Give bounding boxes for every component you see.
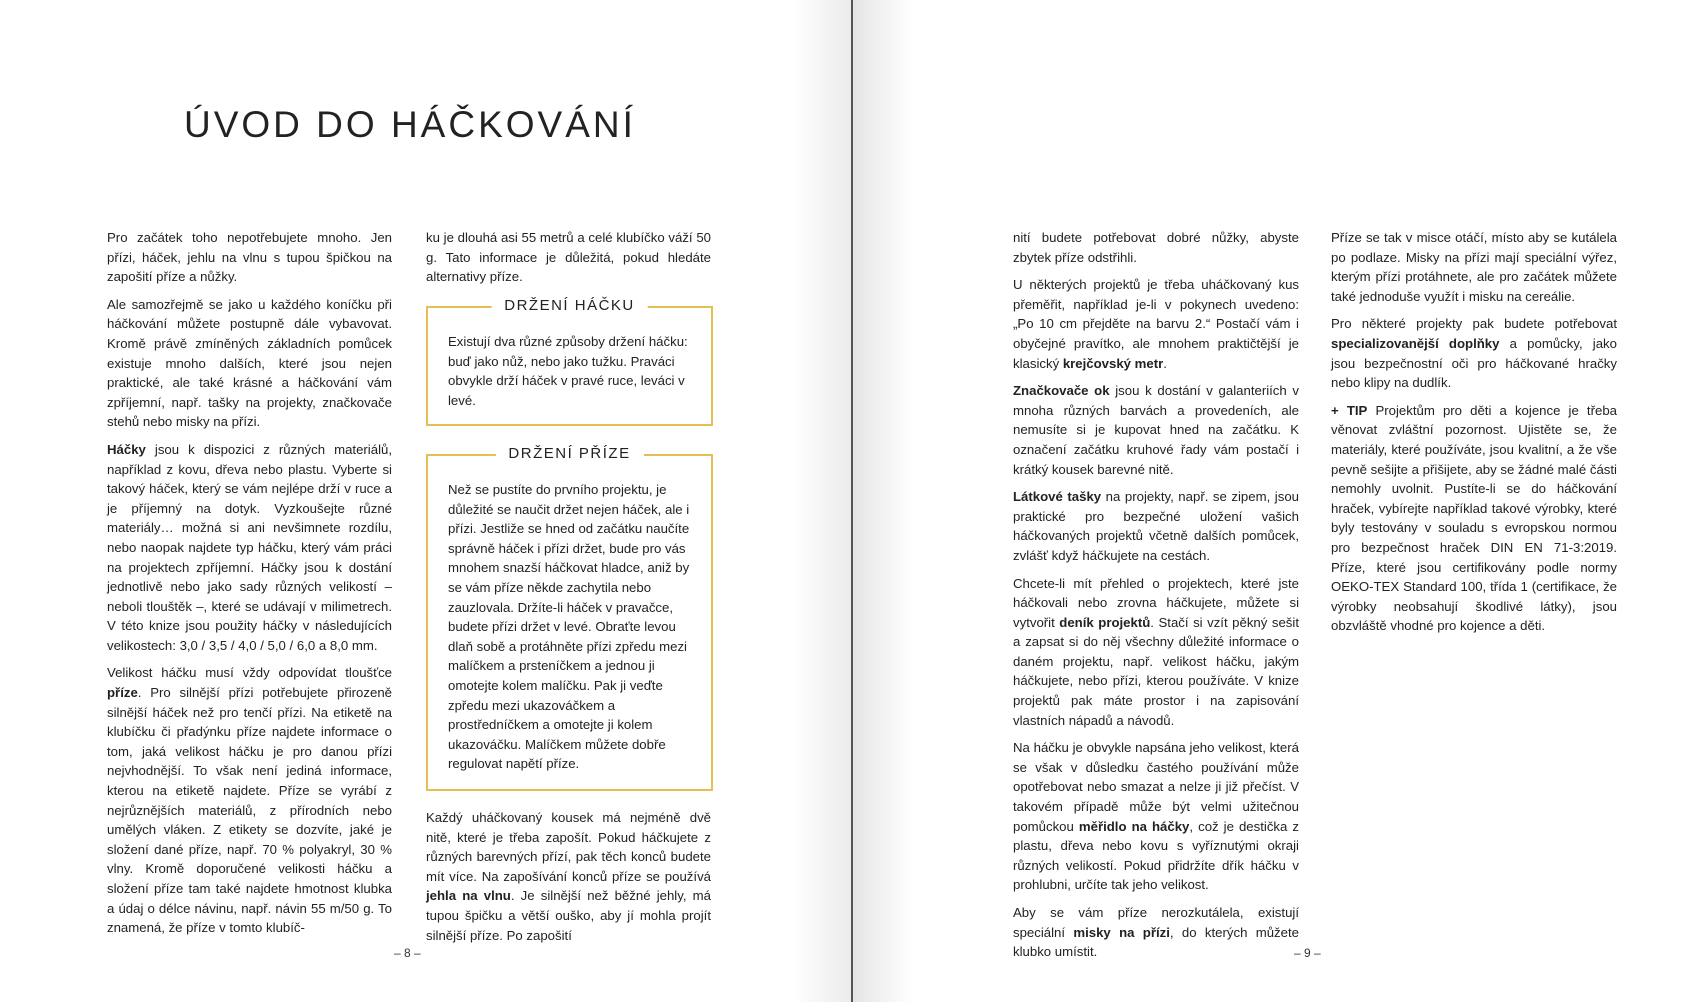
text-run: Velikost háčku musí vždy odpovídat tloušťce: [107, 665, 392, 681]
paragraph: ku je dlouhá asi 55 metrů a celé klubíčko váží 50 g. Tato informace je důležitá, pokud hledáte alternativy příze.: [426, 230, 711, 285]
paragraph: [1013, 903, 1299, 962]
box-text: Než se pustíte do prvního projektu, je důležité se naučit držet nejen háček, ale i přízi. Jestliže se hned od začátku naučíte správně háček i přízi držet, bude pro vás mnohem snazší háčkovat hladce, aniž by se vám příze někde zachytila nebo zauzlovala. Držíte-li háček v pravačce, budete přízi držet v levé. Obraťte levou dlaň sobě a protáhněte přízi zpředu mezi malíčkem a prsteníčkem a jednou ji omotejte kolem malíčku. Pak ji veďte zpředu mezi ukazováčkem a prostředníčkem a omotejte ji kolem ukazováčku. Malíčkem můžete dobře regulovat napětí příze.: [448, 482, 690, 772]
bold-term: krejčovský metr: [1062, 355, 1164, 371]
paragraph: [1013, 381, 1299, 479]
paragraph: [1331, 314, 1617, 392]
box-title: DRŽENÍ PŘÍZE: [495, 445, 643, 462]
paragraph: [107, 295, 392, 432]
box-text: Existují dva různé způsoby držení háčku: buď jako nůž, nebo jako tužku. Praváci obvykle drží háček v pravé ruce, leváci v levé.: [448, 334, 688, 408]
text-run: U některých projektů je třeba uháčkovaný kus přeměřit, například je-li v pokynech uvedeno: „Po 10 cm přejděte na barvu 2.“ Postačí vám i obyčejné pravítko, ale mnohem praktičtější je klasický: [1013, 277, 1299, 371]
text-run: na projekty, např. se zipem, jsou praktické pro bezpečné uložení vašich háčkovaných projektů včetně dalších pomůcek, zvlášť když háčkujete na cestách.: [1013, 489, 1299, 563]
text-run: Příze se tak v misce otáčí, místo aby se kutálela po podlaze. Misky na přízi mají speciální výřez, kterým přízi protáhnete, ale pro začátek můžete také jednoduše využít i misku na cereálie.: [1331, 230, 1617, 304]
text-run: . Pro silnější přízi potřebujete přirozeně silnější háček než pro tenčí přízi. Na etiketě na klubíčku či přadýnku příze najdete informace o tom, jaká velikost háčku je pro danou přízi nejvhodnější. To však není jediná informace, kterou na etiketě najdete. Příze se vyrábí z nejrůznějších materiálů, z přírodních nebo umělých vláken. Z etikety se dozvíte, jaké je složení dané příze, např. 70 % polyakryl, 30 % vlny. Kromě doporučené velikosti háčku a složení příze tam také najdete hmotnost klubka a údaj o délce návinu, např. návin 55 m/50 g. To znamená, že příze v tomto klubíč-: [107, 685, 392, 936]
right-column-1: [1013, 228, 1299, 970]
paragraph: [1013, 487, 1299, 565]
left-column-1: [107, 228, 392, 946]
gutter-shadow: [853, 0, 913, 1002]
text-run: , což je destička z plastu, dřeva nebo kovu s vyříznutými okraji různých velikostí. Pokud přidržíte dřík háčku v prohlubni, určíte tak jeho velikost.: [1013, 818, 1299, 893]
paragraph: [107, 228, 392, 287]
text-run: jsou k dostání v galanteriích v mnoha různých barvách a provedeních, ale nemusíte si je kupovat hned na začátku. K označení začátku kruhové řady vám postačí i krátký kousek barevné nitě.: [1013, 383, 1299, 477]
text-run: Projektům pro děti a kojence je třeba věnovat zvláštní pozornost. Ujistěte se, že materiály, které používáte, jsou kvalitní, a že vše pevně sešijte a přišijete, aby se žádné malé části nemohly uvolnit. Pustíte-li se do háčkování hraček, vybírejte například takové výrobky, které byly testovány v souladu s evropskou normou pro bezpečnost hraček DIN EN 71-3:2019. Příze, které jsou certifikovány podle normy OEKO-TEX Standard 100, třída 1 (certifikace, že výrobky neobsahují škodlivé látky), jsou obzvláště vhodné pro kojence a děti.: [1331, 402, 1617, 634]
text-run: . Je silnější než běžné jehly, má tupou špičku a větší ouško, aby jí mohla projít silnější příze. Po zapošití: [426, 888, 711, 943]
paragraph: [1013, 738, 1299, 895]
right-page: [853, 0, 1705, 1002]
text-run: Každý uháčkovaný kousek má nejméně dvě nitě, které je třeba zapošít. Pokud háčkujete z různých barevných přízí, pak těch konců budete mít více. Na zapošívání konců příze se používá: [426, 810, 711, 884]
bold-term: specializovanější doplňky: [1331, 335, 1500, 351]
paragraph: [1013, 275, 1299, 373]
text-run: Aby se vám příze nerozkutálela, existují speciální: [1013, 905, 1299, 940]
text-run: Pro některé projekty pak budete potřebovat: [1331, 316, 1617, 332]
bold-term: deník projektů: [1059, 614, 1151, 630]
bold-term: měřidlo na háčky: [1078, 818, 1190, 834]
gutter-shadow: [792, 0, 852, 1002]
text-run: a pomůcky, jako jsou bezpečnostní oči pro háčkované hračky nebo klipy na dudlík.: [1331, 335, 1617, 391]
tip-box-holding-hook: [426, 297, 713, 426]
bold-term: + TIP: [1331, 402, 1368, 418]
text-run: jsou k dispozici z různých materiálů, například z kovu, dřeva nebo plastu. Vyberte si takový háček, který se vám nejlépe drží v ruce a je příjemný na dotyk. Vyzkoušejte různé materiály… možná si ani nevšimnete rozdílu, nebo naopak najdete typ háčku, který vám práci na projektech zpříjemní. Háčky jsou k dostání jednotlivě nebo jako sady různých velikostí – neboli tlouštěk –, které se udávají v milimetrech. V této knize jsou použity háčky v následujících velikostech: 3,0 / 3,5 / 4,0 / 5,0 / 6,0 a 8,0 mm.: [107, 441, 392, 653]
bold-term: Značkovače ok: [1013, 383, 1110, 399]
text-run: Na háčku je obvykle napsána jeho velikost, která se však v důsledku častého používání může opotřebovat nebo smazat a nelze ji již přečíst. V takovém případě může být velmi užitečnou pomůckou: [1013, 740, 1299, 834]
paragraph: [1331, 228, 1617, 306]
bold-term: Látkové tašky: [1013, 489, 1102, 505]
page-number: – 8 –: [394, 946, 421, 960]
bold-term: Háčky: [107, 441, 146, 457]
text-run: . Stačí si vzít pěkný sešit a zapsat si do něj všechny důležité informace o daném projektu, např. velikost háčku, jakým háčkujete, nebo přízi, kterou používáte. V knize projektů pak máte prostor i na zapisování vlastních nápadů a návodů.: [1013, 614, 1299, 728]
text-run: nití budete potřebovat dobré nůžky, abyste zbytek příze odstřihli.: [1013, 230, 1299, 265]
paragraph: [1013, 574, 1299, 731]
text-run: , do kterých můžete klubko umístit.: [1013, 924, 1299, 960]
bold-term: příze: [107, 685, 138, 701]
paragraph: [107, 440, 392, 656]
page-number: – 9 –: [1294, 946, 1321, 960]
paragraph: [426, 808, 711, 945]
chapter-title: ÚVOD DO HÁČKOVÁNÍ: [184, 104, 636, 145]
bold-term: misky na přízi: [1073, 924, 1170, 940]
paragraph: [1331, 401, 1617, 636]
bold-term: jehla na vlnu: [426, 888, 511, 904]
paragraph: [107, 663, 392, 937]
text-run: .: [1163, 355, 1167, 371]
left-column-2-bottom: [426, 808, 711, 953]
right-column-2: [1331, 228, 1617, 644]
text-run: Chcete-li mít přehled o projektech, které jste háčkovali nebo zrovna háčkujete, můžete si vytvořit: [1013, 575, 1299, 630]
paragraph: [1013, 228, 1299, 267]
left-column-2-top: [426, 228, 711, 295]
text-run: Pro začátek toho nepotřebujete mnoho. Jen přízi, háček, jehlu na vlnu s tupou špičkou na zapošití příze a nůžky.: [107, 230, 392, 285]
tip-box-holding-yarn: [426, 445, 713, 791]
box-title: DRŽENÍ HÁČKU: [491, 297, 648, 314]
left-page: [0, 0, 852, 1002]
text-run: Ale samozřejmě se jako u každého koníčku při háčkování můžete postupně dále vybavovat. Kromě právě zmíněných základních pomůcek existuje mnoho dalších, které jsou nejen praktické, ale také krásné a háčkování vám zpříjemní, např. tašky na projekty, značkovače stehů nebo misky na přízi.: [107, 296, 392, 430]
